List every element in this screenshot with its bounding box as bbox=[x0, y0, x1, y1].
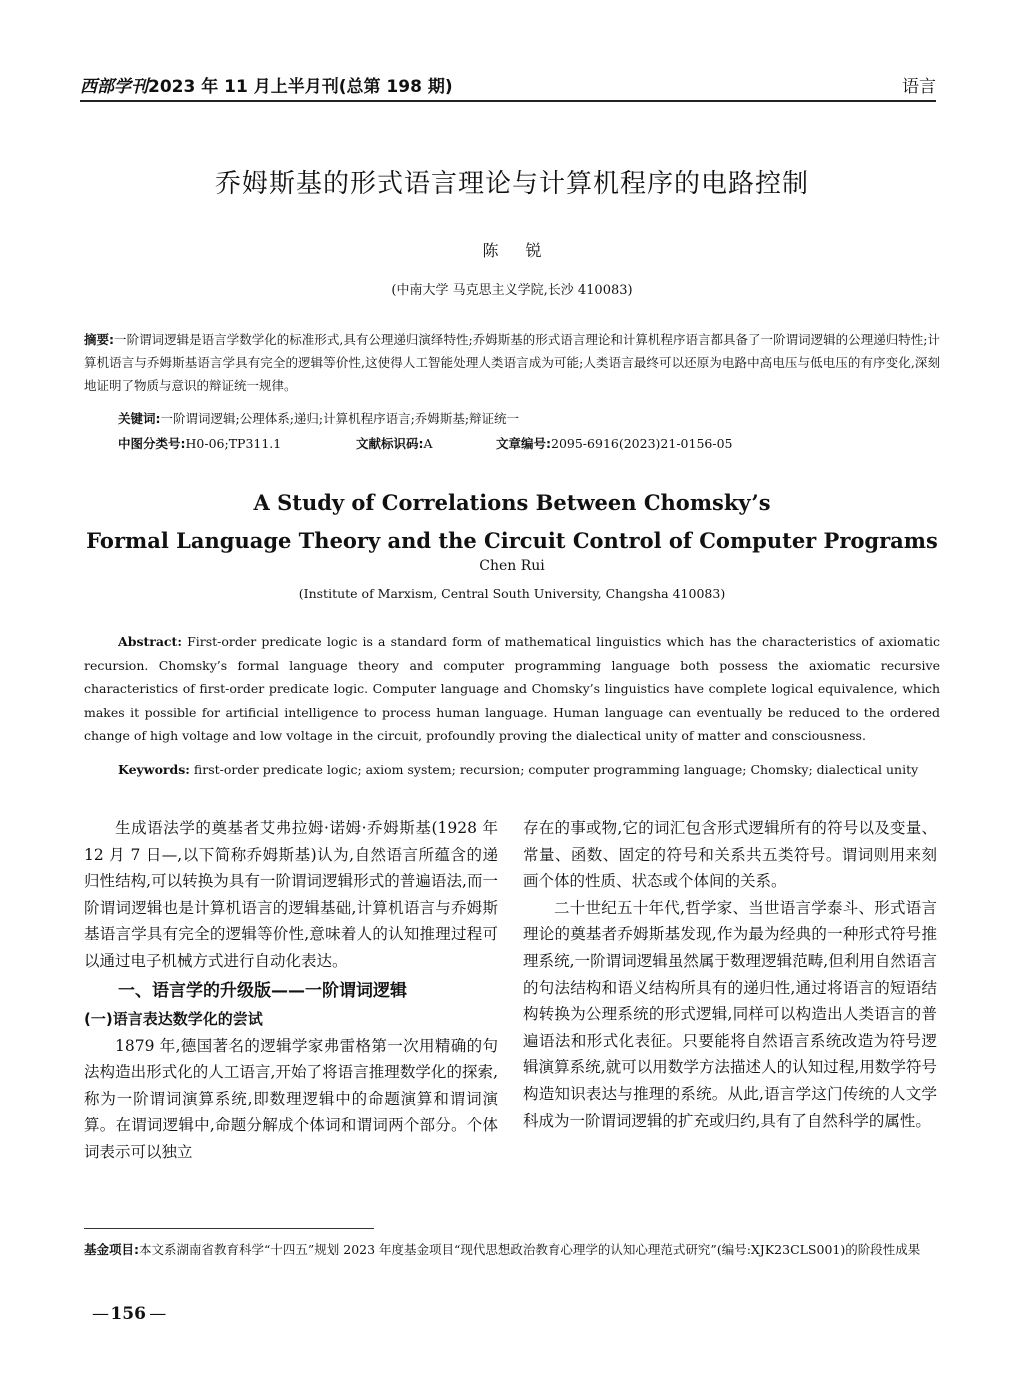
body-paragraph: 1879 年,德国著名的逻辑学家弗雷格第一次用精确的句法构造出形式化的人工语言,开始了将语言推理数学化的探索,称为一阶谓词演算系统,即数理逻辑中的命题演算和谓词演算。在谓词逻辑中,命题分解成个体词和谓词两个部分。个体词表示可以独立 bbox=[84, 1036, 498, 1161]
article-number bbox=[496, 434, 732, 452]
body-paragraph: 生成语法学的奠基者艾弗拉姆·诺姆·乔姆斯基(1928 年 12 月 7 日—,以下简称乔姆斯基)认为,自然语言所蕴含的递归性结构,可以转换为具有一阶谓词逻辑形式的普遍语法,而一阶谓词逻辑也是计算机语言的逻辑基础,计算机语言与乔姆斯基语言学具有完全的逻辑等价性,意味着人的认知推理过程可以通过电子机械方式进行自动化表达。 bbox=[84, 819, 498, 970]
subsection-heading: (一)语言表达数学化的尝试 bbox=[84, 1009, 263, 1028]
english-abstract-label: Abstract: bbox=[118, 634, 182, 649]
abstract-text: 一阶谓词逻辑是语言学数学化的标准形式,具有公理递归演绎特性;乔姆斯基的形式语言理论和计算机程序语言都具备了一阶谓词逻辑的公理递归特性;计算机语言与乔姆斯基语言学具有完全的逻辑等价性,这使得人工智能处理人类语言成为可能;人类语言最终可以还原为电路中高电压与低电压的有序变化,深刻地证明了物质与意识的辩证统一规律。 bbox=[84, 332, 940, 393]
body-paragraph: 存在的事或物,它的词汇包含形式逻辑所有的符号以及变量、常量、函数、固定的符号和关系共五类符号。谓词则用来刻画个体的性质、状态或个体间的关系。 bbox=[523, 819, 937, 891]
article-number-label: 文章编号: bbox=[496, 436, 551, 451]
doc-code-value: A bbox=[423, 436, 433, 451]
english-keywords-text: first-order predicate logic; axiom system; recursion; computer programming language; Chomsky; dialectical unity bbox=[193, 762, 919, 777]
chinese-title: 乔姆斯基的形式语言理论与计算机程序的电路控制 bbox=[214, 169, 809, 199]
english-abstract-text: First-order predicate logic is a standard form of mathematical linguistics which has the characteristics of axiomatic recursion. Chomsky’s formal language theory and computer programming language both possess the axiomatic recursive characteristics of first-order predicate logic. Computer language and Chomsky’s linguistics have complete logical equivalence, which makes it possible for artificial intelligence to process human language. Human language can eventually be reduced to the ordered change of high voltage and low voltage in the circuit, profoundly proving the dialectical unity of matter and consciousness. bbox=[84, 634, 940, 743]
english-keywords bbox=[118, 762, 918, 777]
issue-info: 2023 年 11 月上半月刊(总第 198 期) bbox=[148, 77, 453, 97]
doc-code-label: 文献标识码: bbox=[356, 436, 424, 451]
keywords-text: 一阶谓词逻辑;公理体系;递归;计算机程序语言;乔姆斯基;辩证统一 bbox=[160, 411, 520, 426]
english-abstract bbox=[84, 630, 940, 748]
english-title bbox=[0, 484, 1024, 560]
clc-number bbox=[118, 434, 281, 452]
article-number-value: 2095-6916(2023)21-0156-05 bbox=[551, 436, 733, 451]
section-heading: 一、语言学的升级版——一阶谓词逻辑 bbox=[118, 980, 407, 1001]
english-title-line-1: A Study of Correlations Between Chomsky’s bbox=[253, 490, 771, 515]
chinese-abstract bbox=[84, 328, 940, 397]
keywords-label: 关键词: bbox=[118, 411, 161, 426]
clc-value: H0-06;TP311.1 bbox=[185, 436, 282, 451]
journal-logo: 西部学刊 bbox=[80, 77, 148, 97]
english-author: Chen Rui bbox=[479, 558, 545, 574]
page-number-value: 156 bbox=[110, 1304, 146, 1324]
funding-text: 本文系湖南省教育科学“十四五”规划 2023 年度基金项目“现代思想政治教育心理学的认知心理范式研究”(编号:XJK23CLS001)的阶段性成果 bbox=[139, 1242, 921, 1257]
chinese-keywords bbox=[118, 409, 519, 427]
page-number: — 156 — bbox=[92, 1304, 165, 1324]
clc-label: 中图分类号: bbox=[118, 436, 186, 451]
body-column-left bbox=[84, 815, 498, 1166]
running-header bbox=[80, 68, 936, 102]
body-column-right bbox=[523, 815, 937, 1134]
chinese-author: 陈 锐 bbox=[482, 241, 542, 260]
body-paragraph: 二十世纪五十年代,哲学家、当世语言学泰斗、形式语言理论的奠基者乔姆斯基发现,作为最为经典的一种形式符号推理系统,一阶谓词逻辑虽然属于数理逻辑范畴,但利用自然语言的句法结构和语义结构所具有的递归性,通过将语言的短语结构转换为公理系统的形式逻辑,同样可以构造出人类语言的普遍语法和形式化表征。只要能将自然语言系统改造为符号逻辑演算系统,就可以用数学方法描述人的认知过程,用数学符号构造知识表达与推理的系统。从此,语言学这门传统的人文学科成为一阶谓词逻辑的扩充或归约,具有了自然科学的属性。 bbox=[523, 898, 937, 1130]
document-code bbox=[356, 434, 433, 452]
section-label: 语言 bbox=[902, 77, 936, 97]
english-title-line-2: Formal Language Theory and the Circuit Control of Computer Programs bbox=[86, 528, 938, 553]
funding-label: 基金项目: bbox=[84, 1242, 139, 1257]
funding-footnote bbox=[84, 1238, 940, 1262]
abstract-label: 摘要: bbox=[84, 332, 115, 347]
footnote-divider bbox=[84, 1228, 374, 1229]
english-keywords-label: Keywords: bbox=[118, 762, 190, 777]
english-affiliation: (Institute of Marxism, Central South University, Changsha 410083) bbox=[298, 586, 726, 601]
chinese-affiliation: (中南大学 马克思主义学院,长沙 410083) bbox=[391, 283, 633, 298]
header-journal-issue bbox=[80, 72, 453, 97]
